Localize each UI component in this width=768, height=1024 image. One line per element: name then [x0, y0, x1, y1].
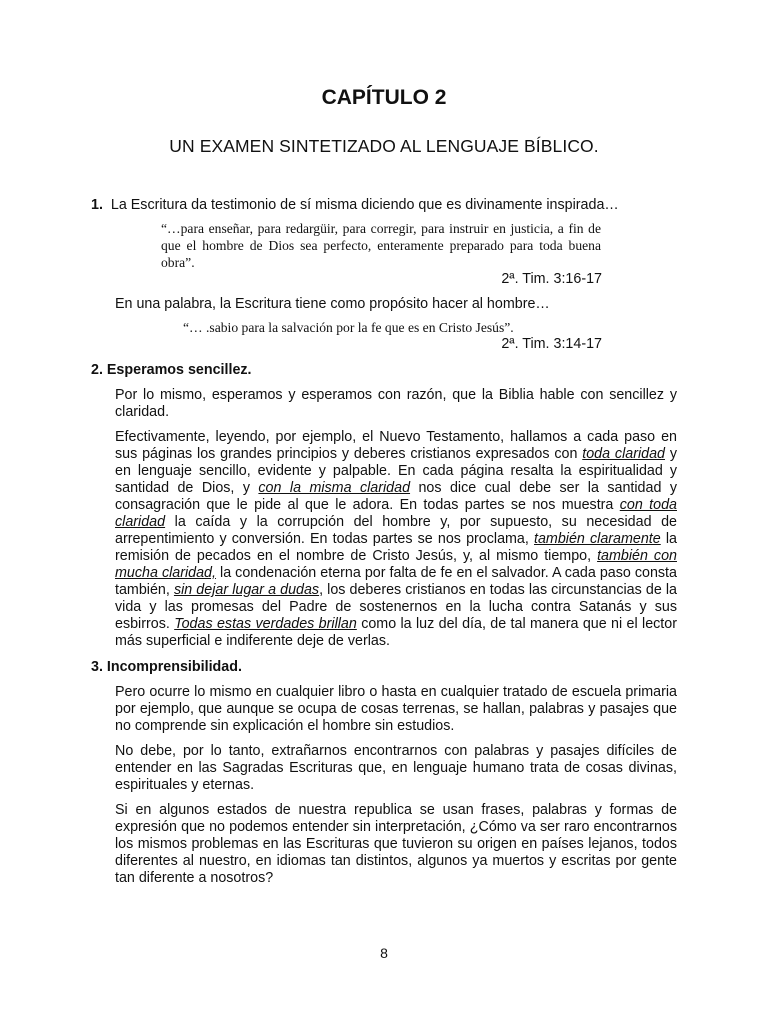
text-run: y en lenguaje sencillo, evidente y palpable. En cada página resalta la espiritualidad y santidad de Dios, y — [115, 446, 677, 496]
emphasis-text: con la misma claridad — [258, 480, 411, 496]
emphasis-text: también claramente — [534, 531, 661, 547]
section-3-paragraph-3: Si en algunos estados de nuestra republica se usan frases, palabras y formas de expresión que no podemos entender sin interpretación, ¿Cómo va ser raro encontrarnos los mismos problemas en las Escrituras que tuvieron su origen en países lejanos, todos diferentes al nuestro, en idiomas tan distintos, algunos ya muertos y escritas por gente tan diferente a nosotros? — [115, 802, 677, 886]
page-number: 8 — [380, 945, 388, 961]
section-3-paragraph-2: No debe, por lo tanto, extrañarnos encontrarnos con palabras y pasajes difíciles de entender en las Sagradas Escrituras que, en lenguaje humano trata de cosas divinas, espirituales y eternas. — [115, 743, 677, 793]
text-run: la remisión de pecados en el nombre de Cristo Jesús, y, al mismo tiempo, — [115, 531, 678, 564]
section-1-number: 1. — [91, 197, 103, 213]
chapter-subtitle: UN EXAMEN SINTETIZADO AL LENGUAJE BÍBLICO. — [169, 136, 599, 156]
text-run: la caída y la corrupción del hombre y, por supuesto, su necesidad de arrepentimiento y conversión. En todas partes se nos proclama, — [115, 514, 677, 547]
scripture-reference-2: 2ª. Tim. 3:14-17 — [501, 336, 602, 352]
emphasis-text: con toda claridad — [115, 497, 677, 530]
section-3-heading: 3. Incomprensibilidad. — [91, 659, 242, 675]
text-run: , los deberes cristianos en todas las circunstancias de la vida y las promesas del Padre de sostenernos en la lucha contra Satanás y sus esbirros. — [115, 582, 677, 632]
emphasis-text: sin dejar lugar a dudas — [173, 582, 320, 598]
scripture-quote: “…para enseñar, para redargüir, para corregir, para instruir en justicia, a fin de que el hombre de Dios sea perfecto, enteramente preparado para toda buena obra”. — [161, 221, 601, 270]
text-run: Efectivamente, leyendo, por ejemplo, el Nuevo Testamento, hallamos a cada paso en sus páginas los grandes principios y deberes cristianos expresados con — [115, 429, 677, 462]
section-1-second: En una palabra, la Escritura tiene como propósito hacer al hombre… — [115, 296, 550, 312]
emphasis-text: también con mucha claridad, — [115, 548, 677, 581]
emphasis-text: toda claridad — [582, 446, 665, 462]
text-run: como la luz del día, de tal manera que ni el lector más superficial e indiferente deje de verlas. — [115, 616, 677, 649]
document-body — [91, 197, 677, 887]
section-1-intro — [91, 197, 677, 214]
emphasis-text: Todas estas verdades brillan — [174, 616, 357, 632]
section-3-paragraph-1: Pero ocurre lo mismo en cualquier libro o hasta en cualquier tratado de escuela primaria por ejemplo, que aunque se ocupa de cosas terrenas, se hallan, palabras y pasajes que no comprende sin explicación el hombre sin estudios. — [115, 684, 677, 734]
text-run: la condenación eterna por falta de fe en el salvador. A cada paso consta también, — [115, 565, 677, 598]
section-2-paragraph-1: Por lo mismo, esperamos y esperamos con razón, que la Biblia hable con sencillez y claridad. — [115, 387, 677, 420]
scripture-quote-2: “… .sabio para la salvación por la fe que es en Cristo Jesús”. — [183, 320, 514, 335]
text-run: nos dice cual debe ser la santidad y consagración que le pide al que le adora. En todas partes se nos muestra — [115, 480, 677, 513]
scripture-reference: 2ª. Tim. 3:16-17 — [501, 271, 602, 287]
chapter-title: CAPÍTULO 2 — [321, 86, 447, 109]
section-1-intro-text: La Escritura da testimonio de sí misma diciendo que es divinamente inspirada… — [110, 197, 619, 213]
section-2-heading: 2. Esperamos sencillez. — [91, 362, 252, 378]
section-2-paragraph-2 — [115, 429, 677, 650]
